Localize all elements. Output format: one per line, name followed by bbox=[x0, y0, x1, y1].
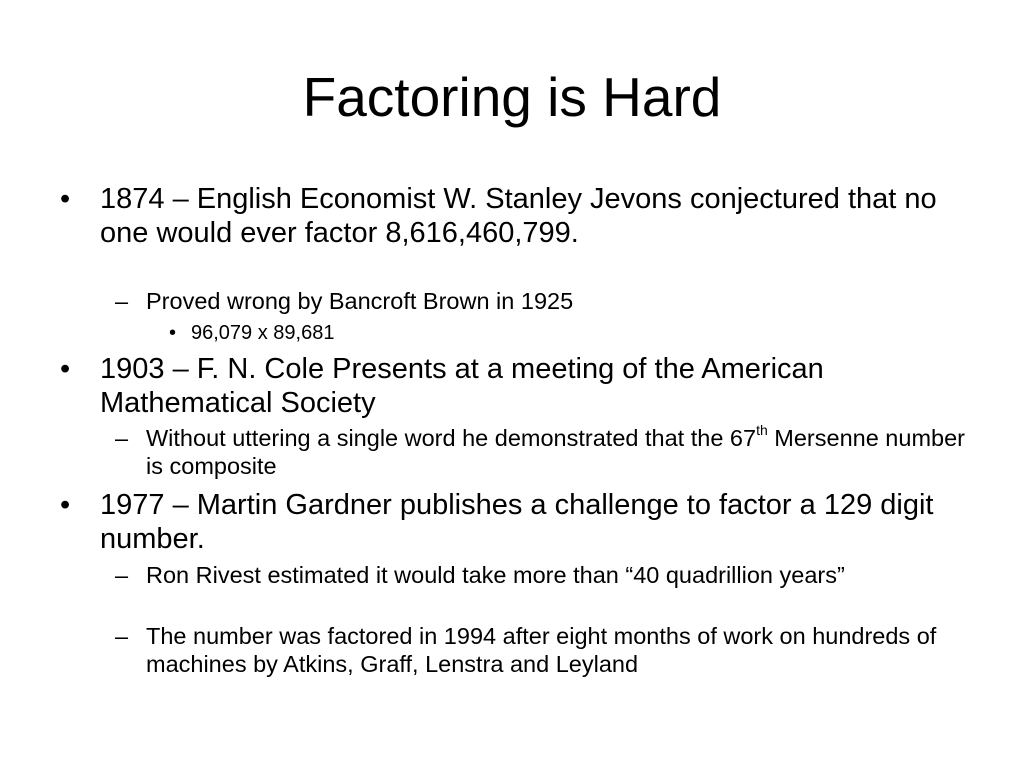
bullet-1903 bbox=[60, 352, 980, 420]
slide-title: Factoring is Hard bbox=[302, 66, 722, 128]
dash-marker: – bbox=[115, 562, 129, 588]
bullet-text: 1977 – Martin Gardner publishes a challenge to factor a 129 digit number. bbox=[100, 489, 934, 555]
sub-bullet-text: Proved wrong by Bancroft Brown in 1925 bbox=[146, 288, 574, 314]
bullet-text: 1903 – F. N. Cole Presents at a meeting of the American Mathematical Society bbox=[100, 353, 824, 419]
sub-sub-bullet-text: 96,079 x 89,681 bbox=[191, 322, 335, 344]
sub-bullet-rivest bbox=[115, 561, 976, 589]
sub-bullet-text-part2: Mersenne number is composite bbox=[146, 425, 965, 479]
sub-bullet-mersenne bbox=[115, 422, 976, 480]
bullet-marker: • bbox=[60, 353, 71, 385]
sub-bullet-text: The number was factored in 1994 after eight months of work on hundreds of machines by Atkins, Graff, Lenstra and Leyland bbox=[146, 623, 937, 677]
bullet-marker: • bbox=[60, 489, 71, 521]
bullet-marker: • bbox=[169, 322, 177, 344]
sub-bullet-factored-1994 bbox=[115, 622, 976, 678]
sub-sub-bullet-factors bbox=[169, 321, 971, 345]
dash-marker: – bbox=[115, 425, 129, 451]
dash-marker: – bbox=[115, 623, 129, 649]
bullet-text: 1874 – English Economist W. Stanley Jevons conjectured that no one would ever factor 8,616,460,799. bbox=[100, 183, 937, 249]
sub-bullet-proved-wrong bbox=[115, 287, 976, 315]
bullet-1874 bbox=[60, 182, 980, 250]
bullet-1977 bbox=[60, 488, 980, 556]
bullet-marker: • bbox=[60, 183, 71, 215]
dash-marker: – bbox=[115, 288, 129, 314]
sub-bullet-text-part1: Without uttering a single word he demonstrated that the 67 bbox=[146, 425, 757, 451]
superscript-th: th bbox=[756, 422, 768, 439]
sub-bullet-text: Ron Rivest estimated it would take more than “40 quadrillion years” bbox=[146, 562, 845, 588]
